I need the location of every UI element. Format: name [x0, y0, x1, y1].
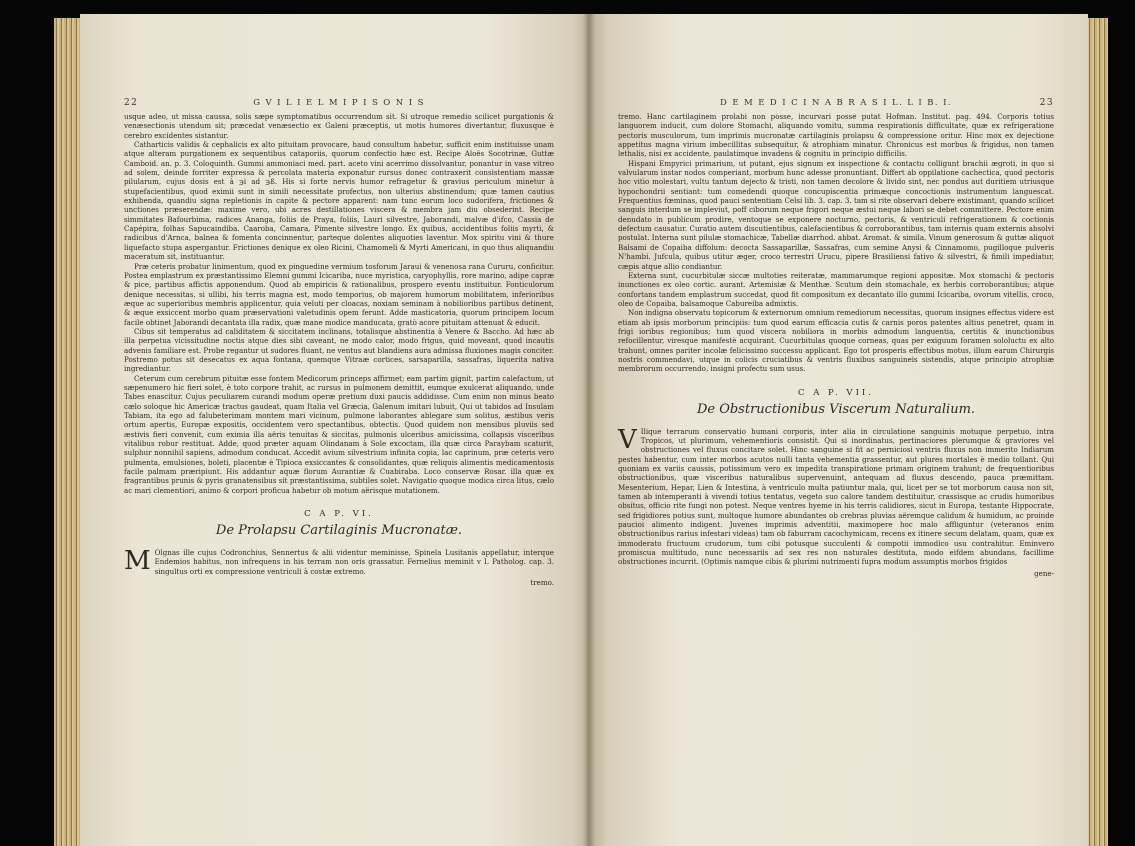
left-paragraph-1: usque adeo, ut missa caussa, solis sæpe symptomatibus occurrendum sit. Si utroque remedio scilicet purgationis & venæsectionis utendum sit; præcedat venæsectio ex Galeni præceptis, ut motis humores divertantur, fluxusque è cerebro excidentes sistantur.	[124, 112, 554, 140]
right-paragraph-2: Hispani Empyrici primarium, ut putant, ejus signum ex inspectione & contactu colligunt brachii ægroti, in quo si valvularum instar nodos comperiant, morbum hunc adesse pronuntiant. Differt ab oppilatione cachectica, quod pectoris hoc vitio molestari, vultu tantum dejecto & tristi, non tamen decolore & livido sint, nec pondus aut duritiem utriusque hypochondrii sentiant: tum comedendi quoque concupiscentia primæque concoctionis instrumentum languescat. Frequentius fœminas, quod pauci sententiam Celsi lib. 3. cap. 3. tam si rite observari debere existimant, quando scilicet sanguis interdum se impleviut, poff ciborum neque frigori neque æstui neque labori se debet committere. Pectore enim denudato in publicum prodire, ventoque se exponere nocturno, pectoris, & ventriculi refrigerationem & coctionis defectum causatur. Curatio autem discutientibus, calefacientibus & corroborantibus, tam internis quam externis absolvi postulat. Interna sunt pilulæ stomachicæ, Tabellæ diarrhod. abbat. Aromat. & simila. Vinum generosum & guttæ aliquot Balsami de Copaiba diffolum: decocta Sassaparillæ, Sassafras, cum semine Anysi & Cinnamomo, pugilloque pulveris N'hambi. Jufcula, quibus utitur æger, croco terrestri Urucu, pipere Brasiliensi fativo & silvestri, & fimili impediatur, cæpis atque allio condiantur.	[618, 158, 1054, 271]
right-page	[588, 14, 1088, 846]
left-drop-capital: M	[124, 546, 151, 577]
left-catchword: tremo.	[530, 578, 554, 588]
right-drop-capital: V	[618, 424, 637, 455]
book-gutter	[583, 14, 595, 846]
left-final-paragraph: Olgnas ille cujus Codronchius, Sennertus & alii videntur meminisse, Spinela Lusitanis appellatur, interque Endemios habitus, non infrequens in his terram non oris grassatur. Fernelius meminit v I. Patholog. cap. 3. singultus orti ex compressione ventriculi à costæ extremo.	[154, 548, 554, 576]
right-catchword: gene-	[1034, 568, 1054, 578]
right-head-title: D E M E D I C I N A B R A S I L. L I B. I.	[720, 98, 952, 108]
left-running-head	[124, 98, 554, 108]
left-head-title: G V I L I E L M I P I S O N I S	[253, 98, 425, 108]
left-paragraph-3: Præ ceteris probatur linimentum, quod ex pinguedine vermium tosforum Jaraui & venenosa rana Cururu, conficitur. Postea emplastrum ex præstantissimo Elemni gummi Icicariba, nuce myristica, caryophyllis, rore marino, adipe capræ & pice, partibus affictis apponendum. Quod ab empiricis & rationalibus, prospero eventu instituitur. Fonticulorum denique necessitas, si ullibi, his terris magna est, modo temporius, ob majorem humorum mobilitatem, inferioribus æque ac superioribus membris applicentur, quia veluti per cloacas, noxiam seminam à nobilioribus partibus detinent, & æque exsiccent morbo quam præservationi valetudinis opem ferunt. Adde masticatoria, quorum principem locum facile obtinet Jaborandi decantata illa radix, quæ mane modice manducata, gratò acore pituitam attenuat & educit.	[124, 261, 554, 327]
right-paragraph-3: Externa sunt, cucurbitulæ siccæ multoties reiteratæ, mammarumque regioni appositæ. Mox stomachi & pectoris inunctiones ex oleo cortic. aurant. Artemisiæ & Menthæ. Scutum dein stomachale, ex herbis corroborantibus; atque confortans tandem emplastrum succedat, quod fit compositum ex decantato illo gummi Icicariba, ovorum vitellis, croco, oleo de Copaiba, balsamoque Cabureiba admixtis.	[618, 270, 1054, 308]
right-paragraph-1: tremo. Hanc cartilaginem prolabi non posse, incurvari posse putat Hofman. Institut. pag. 494. Corporis totius languorem inducit, cum dolore Stomachi, aliquando vomitu, summa respirationis difficultate, quæ ex refrigeratione pectoris musculorum, tum imprimis mucronatæ cartilaginis prolapsu & compressione oritur. Hinc mox ex dejectione appetitus magna virium imbecillitas subsequitur, & atrophiam minatur. Chronicus est morbus & frigidus, non tamen lethalis, nisi ex accidente, paulatimque invadens & cognitu in principio difficilis.	[618, 112, 1054, 159]
left-page	[80, 14, 588, 846]
left-page-edges	[54, 18, 80, 846]
left-folio: 22	[124, 98, 139, 108]
right-chapter-title: De Obstructionibus Viscerum Naturalium.	[696, 401, 976, 417]
right-final-paragraph: Ilique terrarum conservatio humani corporis, inter alia in circulatione sanguinis motuque perpetuo, intra Tropicos, ut plurimum, vehementioris consistit. Qui si inordinatus, pertinaciores plerumque & graviores vel obstructiones vel fluxus concitare solet. Hinc sanguine si fit ac perniciosi ventris fluxus non immerito Indiarum pestes habentur, cum inter morbos acutos nulli tanta vehementia grassentur, aut plures mortales è medio tollant. Qui quoniam ex variis caussis, potissimum vero ex impedita transpiratione primam originem trahunt; de frequentioribus obstructionibus, quæ visceribus naturalibus supervenuint, antequam ad fluxus descendo, pauca præmittam. Mesenterium, Hepar, Lien & Intestina, à ventriculo multa patiuntur mala, qui, licet per se tot morborum causa non sit, tamen ab intemperanti à vivendi totius tentatus, vegeto suo calore tandem destituitur, crassisque ac crudis humoribus obsitus, officio rite fungi non potest. Neque ventres hyeme in his terris calidiores, sicut in Europa, testante Hippocrate, sed frigidiores potius sunt, multoque humore abundantes ob crebras pluvias aëremque calidum & humidum, ac proinde paucioi alimento indigent. Juvenes imprimis adventitii, maximopere hoc malo affliguntur (veteranos enim obstructionibus rarius infestari videas) tam ob faburram cacochymicam, recens ex itinere secum delatam, quam, quæ ex immoderato fructuum crudorum, tum cibi potusque succulenti & compotii immodico usu contrahitur. Eminvero promiscua multitudo, nunc necessariis ad sex res non naturales destituta, modo eifdem abundans, facillime obstructiones incurrit. (Optimis namque cibis & plurimi nutrimenti fupra modum assumptis morbos frigidos	[618, 426, 1054, 567]
right-chapter-label: C A P. VII.	[797, 387, 874, 398]
left-chapter-title: De Prolapsu Cartilaginis Mucronatæ.	[215, 523, 463, 539]
right-text-column	[618, 112, 1054, 578]
open-book	[40, 6, 1108, 846]
left-text-column	[124, 112, 554, 587]
right-folio: 23	[1039, 98, 1054, 108]
left-paragraph-4: Cibus sit temperatus ad caliditatem & siccitatem inclinans, totalisque abstinentia à Venere & Baccho. Ad hæc ab illa perpetua vicissitudine noctis atque dies sibi caveant, ne modo calor, modo frigus, quid moveant, quod incautis advenis familiare est. Probe regantur ut sudores fluant, ne ventus aut blandiens aura admissa fluxiones magis conciter. Postremo potus sit desecatus ex aqua fontana, quemque Vitraæ cortices, sarsaparilla, sassafras, liquerita nativa ingrediantur.	[124, 326, 554, 374]
left-chapter-label: C A P. VI.	[304, 509, 374, 520]
left-paragraph-2: Catharticis validis & cephalicis ex alto pituitam provocare, haud consultum habetur, sufficit enim instituisse unam atque alteram purgationem ex sequentibus cataporiis, quorum confectio hæc est. Recipe Aloës Socotrinæ, Guttæ Camboid. an. p. 3. Coloquinth. Gummi ammoniaci med. part. aceto vini acerrimo dissolvantur, ponantur in vase vitreo ad solem, deinde forriter expressa & percolata materia exponatur rursus donec contraxerit consistentiam massæ pilularum, cujus dosis est à ℈i ad ℈ß. His si forte nervis humor refragetur & gravius periculum minetur à stupefacientibus, quod eximii sunt in simili necessitate profectus, non ulterius abstinendum; quæ tamen cautius exhibenda, quandiu signa repletionis in capite & pectore apparent: nam tunc eorum loco sudorifera, frictiones & unctiones præserendæ: maxime vero, ubi acres destillationes viscera & membra jam diu obsederint. Recipe simmitates Bafourbima, radices Ananga, foliis de Praya, foliis, Lauri silvestre, Jaborandi, malvæ d'ifco, Cassia de Capépira, folhas Sapucaindiba. Caaroba, Camara, Pimente silvestre longo. Ex quibus, accidentibus foliis myrti, & radicibus d'Arnca, balnea & fomenta concinnentur, parteque dolentes aliquoties laventur. Mox spiritu vini & thure liquefacto stupa aspergantur. Frictiones denique ex oleo Ricini, Chamomeli & Myrti Americani, in quo thus aliquandiu maceratum sit, instituantur.	[124, 140, 554, 262]
left-paragraph-5: Ceterum cum cerebrum pituitæ esse fontem Medicorum princeps affirmet; eam partim gignit, partim calefactum, ut sæpenumero hic fieri solet, è toto corpore trahit, ac rursus in pulmonem demittit, eumque exulcerat aliquando, unde Tabes enascitur. Cujus peculiarem curandi modum operæ pretium duxi paucis addidisse. Cum enim non minus beato cælo soloque hic Americæ tractus gaudeat, quam Italia vel Græcia, Galenum imitari lubuit, Qui ut tabidos ad Insulam Tabiam, ita ego ad falubeterimam montem mari vicinum, pulmone laborantes ablegare sum solitus, æstibus veris ortum apertis, Europæ expositis, occidentem vero spectantibus, obtectis. Quod quidem non mensibus pluviis sed æstivis fieri convenit, cum eximia illa aëris tenuitas & siccitas, pulmonis ulceribus amicissima, collapsis visceribus vitalibus robur restituat. Adde, quod præter aquam Olindanam à Sole excoctam, illa quæ circa Paraybam scaturit, sulphur nonnihil sapiens, admodum conducat. Accedit avium silvestrium infinita copia, lac caprinum, præ ceteris vero pulmenta, emulsiones, boleti, placentæ è Tipioca exsiccantes & consolidantes, quæ reliquis alimentis medicamentosis facile palmam præripiunt. His addantur aquæ florum Aurantiæ & Cuabiraba. Loco conservæ Rosar. illa quæ ex fragrantibus prunis & pyris granatensibus sit præstantissima, subtiles solet. Navigatio quoque modica circa litus, cælo ac mari clementiori, animo & corpori proficua habetur ob motum aërisque mutationem.	[124, 373, 554, 495]
right-paragraph-4: Non indigna observatu topicorum & externorum omnium remediorum necessitas, quorum insignes effectus videre est etiam ab ipsis morborum principiis: tum quod earum efficacia cutis & carnis poros patentes altius penetret, quam in frigi ioribus regionibus; tum quod viscera nobiliora in morbis admodum languentia, certitis & inunctionibus refocillentur, viresque manifestè acquirant. Cucurbitulas quoque corneas, quas per exiguum foramen sololuctu ex alto trahunt, omnes pariter incolæ felicissimo successu applicant. Ego tot prosperis effectibus motus, illum earum Chirurgis nostris commendavi, utque in colicis cruciatibus & ventris fluxibus sanguineis sistendis, atque principio atrophiæ membrorum occurrendo, insigni profectu sum usus.	[618, 308, 1054, 374]
